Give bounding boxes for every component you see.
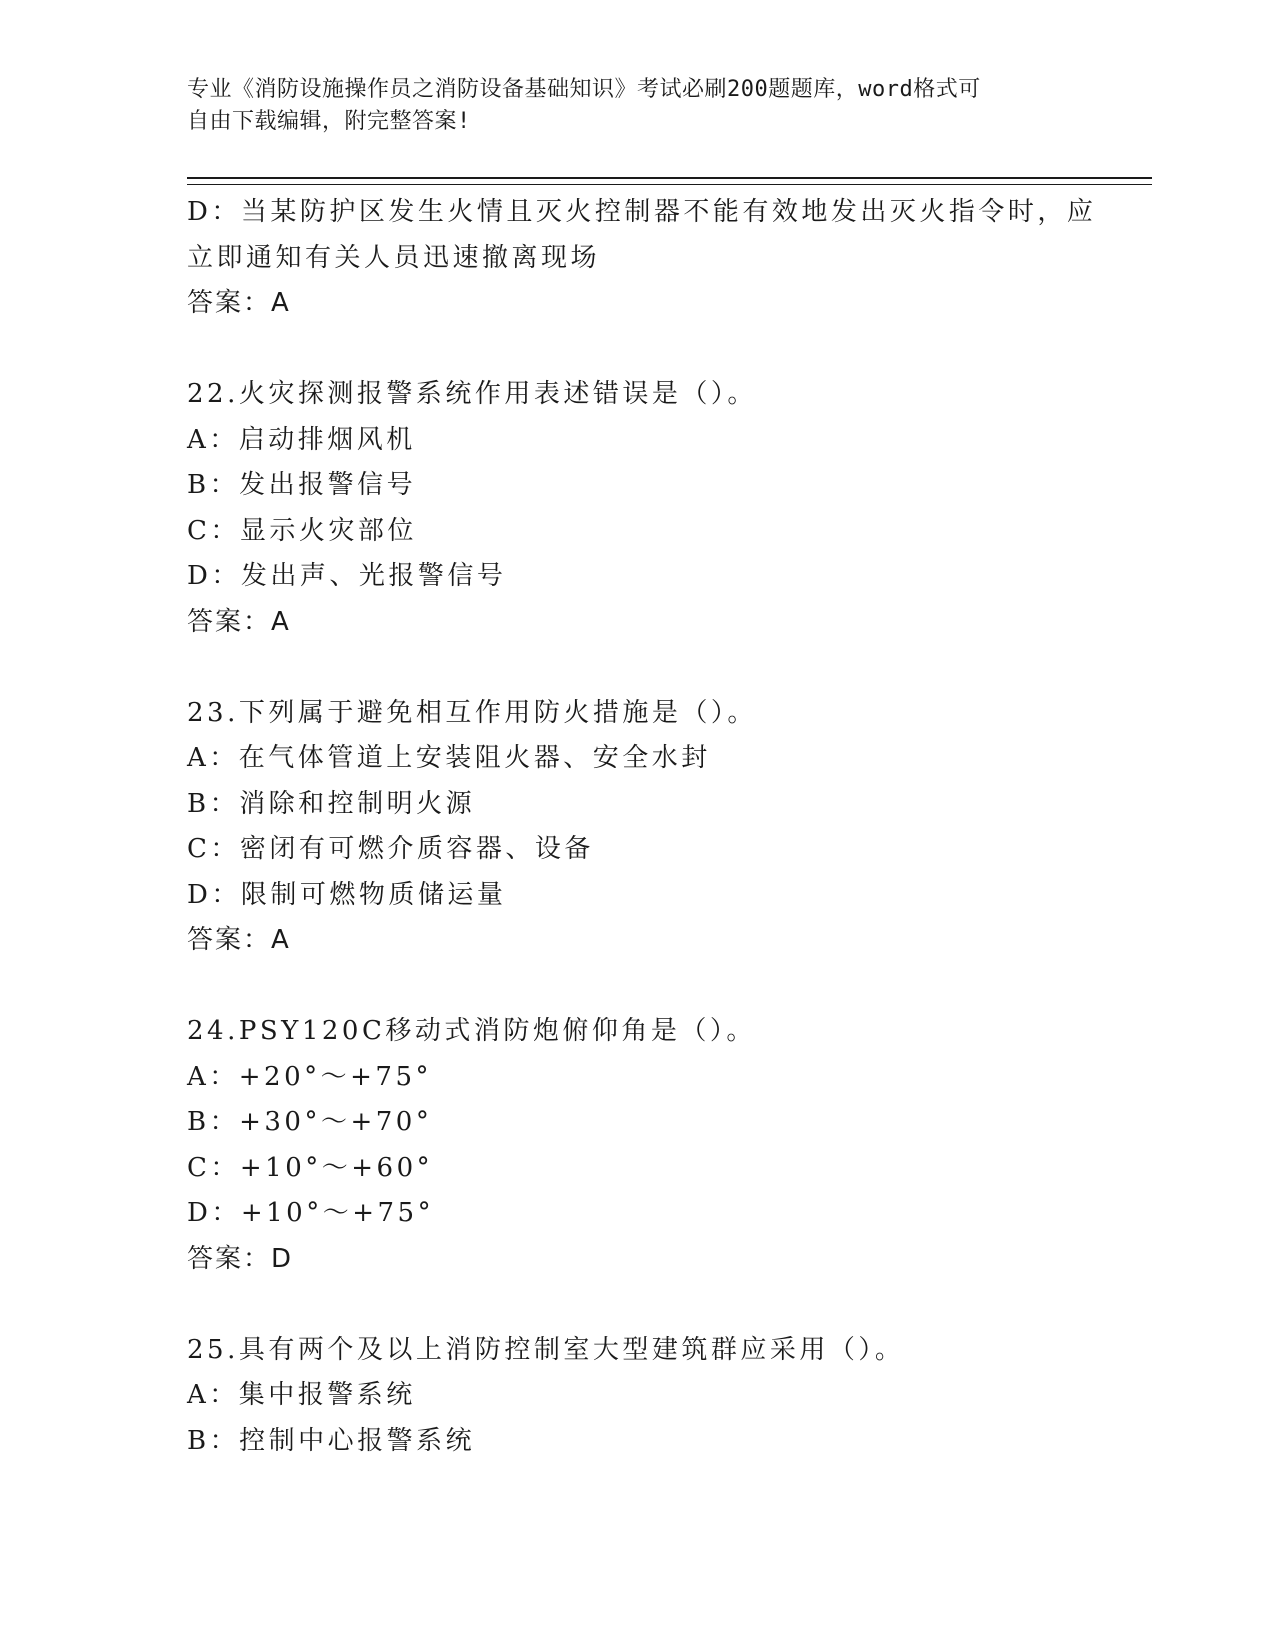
option-a: A：集中报警系统 [187,1380,416,1410]
spacer [187,1282,1087,1328]
option-d: D：限制可燃物质储运量 [187,879,507,910]
spacer [187,964,1087,1010]
question-22 [187,372,1087,645]
option-b: B：控制中心报警系统 [187,1425,476,1456]
spacer [187,327,1087,373]
question-stem: 24.PSY120C移动式消防炮俯仰角是（）。 [187,1016,756,1046]
option-a: A：在气体管道上安装阻火器、安全水封 [187,743,711,773]
question-25 [187,1328,1087,1465]
question-24 [187,1009,1087,1282]
answer: 答案：A [187,606,291,637]
option-c: C：+10°～+60° [187,1152,434,1183]
option-d-continued: 立即通知有关人员迅速撤离现场 [187,242,601,273]
option-c: C：显示火灾部位 [187,515,417,546]
option-b: B：消除和控制明火源 [187,788,476,819]
question-23 [187,691,1087,964]
spacer [187,645,1087,691]
header-divider [187,177,1152,185]
question-stem: 23.下列属于避免相互作用防火措施是（）。 [187,697,757,728]
option-b: B：+30°～+70° [187,1107,433,1137]
option-d: D：发出声、光报警信号 [187,561,507,591]
option-c: C：密闭有可燃介质容器、设备 [187,834,594,864]
question-21-continued [187,190,1097,327]
answer: 答案：D [187,1243,294,1274]
header-line-1: 专业《消防设施操作员之消防设备基础知识》考试必刷200题题库，word格式可 [187,77,981,102]
option-d: D：当某防护区发生火情且灭火控制器不能有效地发出灭火指令时，应 [187,197,1097,227]
option-a: A：启动排烟风机 [187,424,416,455]
option-a: A：+20°～+75° [187,1061,433,1092]
option-d: D：+10°～+75° [187,1198,435,1228]
question-stem: 22.火灾探测报警系统作用表述错误是（）。 [187,379,757,409]
document-header [187,74,1087,138]
header-line-2: 自由下载编辑，附完整答案! [187,109,471,134]
answer: 答案：A [187,288,291,318]
option-b: B：发出报警信号 [187,470,417,500]
question-stem: 25.具有两个及以上消防控制室大型建筑群应采用（）。 [187,1334,905,1365]
document-body [187,190,1097,1464]
answer: 答案：A [187,925,291,955]
